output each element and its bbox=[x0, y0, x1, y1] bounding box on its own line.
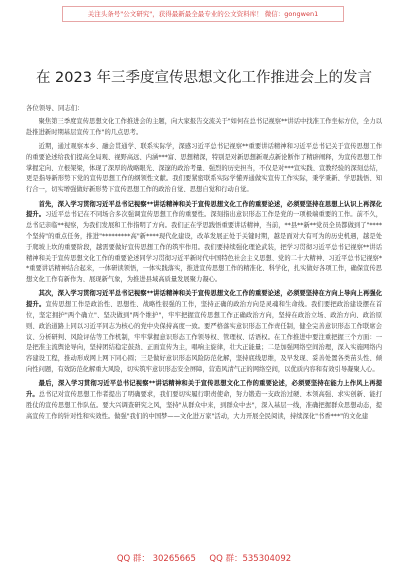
document-body bbox=[26, 117, 382, 426]
paragraph-lead: 其次，深入学习贯彻习近平总书记视察**讲话精神和关于宣传思想文化工作的重要论述，必须要坚持在方向上导向上再强化提升。 bbox=[26, 290, 382, 309]
paragraph-5 bbox=[26, 379, 382, 422]
paragraph-text: 聚焦第三季度宣传思想文化工作推进会的主题，向大家报告交流关于"如何在总书记视察**讲话中找准工作坐标方位，全力以赴推进新时期基层宣传工作"的几点思考。 bbox=[26, 118, 382, 136]
paragraph-text: 习近平总书记在不同场合多次强调宣传思想工作的重要性。深刻指出意识形态工作是党的一项极端重要的工作。前不久，总书记亲临**视察，为我们发展和工作指明了方向。我们正在学思践悟重要讲话精神，当前，**县**新**党员全员都做到了"****个坚持"的重点任务，推进"*********高"新****现代化建设，改革发展正处于关键时期，越是面对大有可为的历史机遇，越是处于爬坡上坎的重要阶段，越需要做好宣传思想工作的筑牢作用。我们要持续强化理论武装，把学习贯彻习近平总书记视察**讲话精神和关于宣传思想文化工作的重要论述同学习贯彻习近平新时代中国特色社会主义思想、党的二十大精神、习近平总书记视察**重要讲话精神结合起来，一体研读领悟，一体实践落实，推进宣传思想工作的精准化、科学化，扎实做好各项工作，确保宣传思想文化工作有新作为、展现新气象，为推进县域高质量发展聚力凝心。 bbox=[26, 211, 383, 284]
paragraph-4 bbox=[26, 289, 382, 375]
document-title: 在 2023 年三季度宣传思想文化工作推进会上的发言 bbox=[35, 70, 373, 86]
paragraph-lead: 最后，深入学习贯彻习近平总书记视察**讲话精神和关于宣传思想文化工作的重要论述，必须要坚持在能力上作风上再提升。 bbox=[26, 380, 382, 399]
paragraph-text: 宣传思想工作是政治性、思想性、战略性很强的工作，坚持正确的政治方向是灵魂和生命线。我们要把政治建设摆在首位，坚定拥护"两个确立"、坚决做到"两个维护"，牢牢把握宣传思想工作正确政治方向，坚持在政治立场、政治方向、政治原则、政治道路上同以习近平同志为核心的党中央保持高度一致。要严格落实意识形态工作责任制，健全完善意识形态工作联席会议、分析研判、风险评估等工作机制，牢牢掌握意识形态工作领导权、管理权、话语权。在工作推进中要注重把握三个方面：一是把准主流舆论导向，坚持团结稳定鼓劲、正面宣传为主，唱响主旋律，壮大正能量；二是加强网络空间治理，深入实施网络内容建设工程，推动形成网上网下同心圆；三是做好意识形态风险防范化解，坚持底线思维，及早发现、妥善处置各类苗头性、倾向性问题，有效防范化解重大风险，切实筑牢意识形态安全屏障，营造风清气正的网络空间，以优质内容和有效引导凝聚人心。 bbox=[26, 301, 383, 374]
paragraph-text: 近期，通过观察本乡、融会贯通学、联系实际学，深感习近平总书记视察**重要讲话精神和习近平总书记关于宣传思想工作的重要论述给我们提高全局观、视野高远、内涵***富、思想精深，特别是对新思想新观点新论断作了精辟阐释，为宣传思想工作掌握定向、立根架梁，体现了深厚的战略眼光、深邃的政治考量、强烈的历史担当，不仅是对***宣实践、宣教经验的深刻总结，更是指导新形势下党的宣传思想工作的纲领性文献。我们要紧密联系实际学懂弄通做实宣传工作实际，秉学秉新、学思践悟、知行合一，切实增强做好新形势下宣传思想工作的政治自觉、思想自觉和行动自觉。 bbox=[26, 143, 382, 194]
qq-group-footer: QQ 群： 30265665 QQ 群：535304092 bbox=[116, 554, 292, 564]
paragraph-1 bbox=[26, 117, 382, 139]
greeting: 各位领导、同志们： bbox=[26, 104, 84, 112]
promo-banner[interactable]: 关注头条号"公文研究"，获得最新最全最专业的公文资料库！ 微信：gongwen1 bbox=[62, 6, 344, 22]
paragraph-lead: 首先，深入学习贯彻习近平总书记视察**讲话精神和关于宣传思想文化工作的重要论述，必须要坚持在思想上认识上再深化提升。 bbox=[26, 200, 382, 219]
paragraph-text: 总书记对宣传思想工作者提出了明确要求，我们要切实履行职责使命，努力锻造一支政治过硬、本领高强、求实创新、能打胜仗的宣传思想工作队伍。要大兴调查研究之风，坚持"从群众中来，到群众中去"，深入基层一线，准确把握群众思想动态，提高宣传工作的针对性和实效性。做强"我们的中国梦——文化进万家"活动，大力开展全民阅读，持续深化"书香***"的文化建 bbox=[26, 391, 383, 420]
paragraph-2 bbox=[26, 142, 382, 196]
paragraph-3 bbox=[26, 200, 382, 286]
